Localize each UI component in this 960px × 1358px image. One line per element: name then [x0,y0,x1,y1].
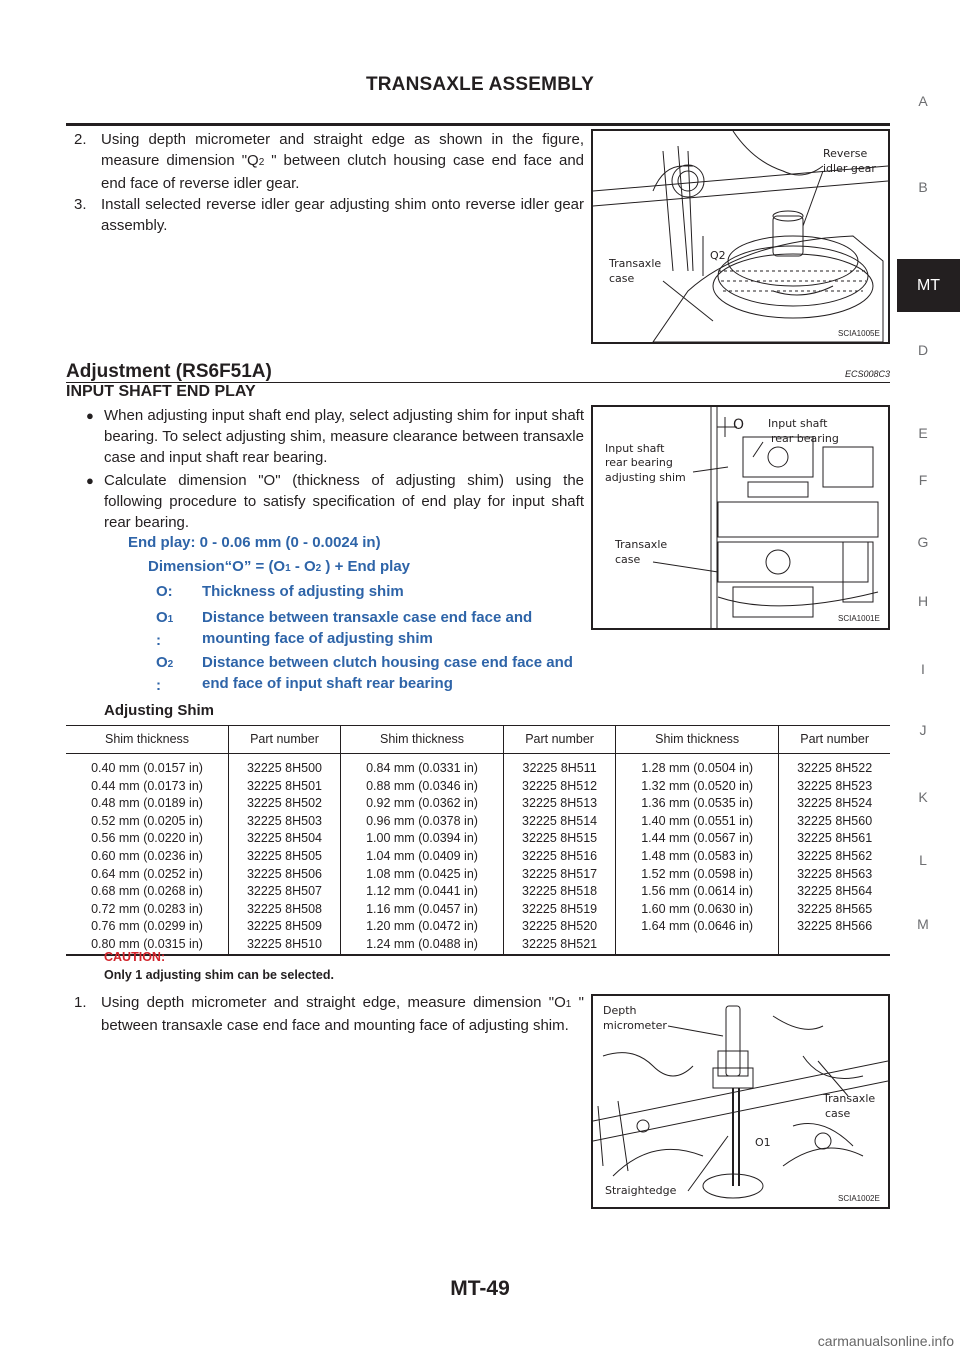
table-cell-value: 1.16 mm (0.0457 in) [366,901,478,916]
table-cell-value: 32225 8H520 [522,919,598,934]
table-cell-value: 1.56 mm (0.0614 in) [641,884,754,899]
table-cell-part [504,754,616,955]
table-cell-value: 0.64 mm (0.0252 in) [91,866,203,881]
spec-end-play: End play: 0 - 0.06 mm (0 - 0.0024 in) [128,534,381,551]
spec-dimension [148,558,410,575]
fig3-label-depth: Depth [603,1004,637,1017]
fig1-code: SCIA1005E [838,329,880,338]
fig3-label-micrometer: micrometer [603,1019,667,1032]
fig2-label-input-shaft-2: Input shaft [605,442,665,455]
fig3-label-case: case [825,1107,851,1120]
fig2-label-adjusting-shim: adjusting shim [605,471,686,484]
table-cell-value: 0.76 mm (0.0299 in) [91,919,203,934]
step-3 [74,194,584,236]
step-text: Install selected reverse idler gear adjusting shim onto reverse idler gear assembly. [101,196,584,234]
table-cell-value: 1.60 mm (0.0630 in) [641,901,754,916]
def-desc: Distance between clutch housing case end face and end face of input shaft rear bearing [202,654,573,692]
table-cell-value: 32225 8H513 [522,796,598,811]
table-cell-value: 1.24 mm (0.0488 in) [366,936,478,951]
table-cell-value: 32225 8H510 [246,936,323,951]
fig2-label-case: case [615,553,641,566]
table-cell-value: 32225 8H507 [246,884,323,899]
table-cell-value: 32225 8H565 [797,901,873,916]
table-cell-value: 1.04 mm (0.0409 in) [366,848,478,863]
table-cell-value: 0.88 mm (0.0346 in) [366,778,478,793]
table-cell-value: 32225 8H563 [797,866,873,881]
step-1 [74,992,584,1036]
step-2 [74,129,584,194]
table-cell-value: 32225 8H561 [797,831,873,846]
table-cell-value: 32225 8H503 [246,813,323,828]
def-desc: Thickness of adjusting shim [202,583,404,600]
side-tab-j[interactable]: J [919,722,927,738]
page-number: MT-49 [450,1277,510,1300]
fig1-label-case: case [609,272,635,285]
table-cell-part [229,754,341,955]
step-number: 3. [74,196,87,213]
bullet-text: When adjusting input shaft end play, select adjusting shim for input shaft bearing. To select adjusting shim, measure clearance between transaxle case and input shaft rear bearing. [104,407,584,466]
table-cell-value: 1.00 mm (0.0394 in) [366,831,478,846]
table-cell-value: 32225 8H564 [797,884,873,899]
table-cell-value: 1.52 mm (0.0598 in) [641,866,754,881]
subscript: 2 [258,157,265,168]
fig2-label-o: O [733,417,745,433]
table-cell-value: 32225 8H508 [246,901,323,916]
table-cell-value: 0.80 mm (0.0315 in) [91,936,203,951]
table-row [66,754,890,955]
side-tab-e[interactable]: E [918,425,928,441]
table-cell-value: 1.12 mm (0.0441 in) [366,884,478,899]
fig3-label-straightedge: Straightedge [605,1184,677,1197]
table-cell-value: 1.20 mm (0.0472 in) [366,919,478,934]
table-cell-value: 1.40 mm (0.0551 in) [641,813,754,828]
bullet-1 [86,405,584,468]
fig1-label-q2: Q2 [710,249,726,262]
side-tab-m[interactable]: M [917,916,929,932]
step-text-cont: " between clutch housing case end face and end face of reverse idler gear. [101,152,584,192]
table-cell-value: 0.60 mm (0.0236 in) [91,848,203,863]
side-tab-i[interactable]: I [921,661,925,677]
table-cell-value: 32225 8H519 [522,901,598,916]
side-tab-g[interactable]: G [917,534,929,550]
table-cell-value: 32225 8H516 [522,848,598,863]
caution-text: Only 1 adjusting shim can be selected. [104,968,334,982]
step-text: Using depth micrometer and straight edge as shown in the figure, measure dimension "Q [101,131,584,169]
table-cell-value: 1.28 mm (0.0504 in) [641,761,754,775]
table-cell-value: 32225 8H514 [522,813,598,828]
section-title: Adjustment (RS6F51A) [66,361,272,382]
side-tab-l[interactable]: L [919,852,927,868]
table-cell-value: 1.36 mm (0.0535 in) [641,796,754,811]
bullet-text: Calculate dimension "O" (thickness of adjusting shim) using the following procedure to satisfy specification of end play for input shaft rear bearing. [104,472,584,531]
figure-input-shaft-bearing [591,405,890,630]
table-cell-value: 32225 8H515 [522,831,598,846]
table-cell-value: 32225 8H522 [797,761,873,775]
page-title: TRANSAXLE ASSEMBLY [365,74,595,95]
table-cell-value: 0.40 mm (0.0157 in) [91,761,203,775]
table-cell-value: 32225 8H524 [797,796,873,811]
fig2-label-input-shaft: Input shaft [768,417,828,430]
col-header: Part number [779,726,890,754]
table-cell-value: 1.08 mm (0.0425 in) [366,866,478,881]
table-cell-value: 32225 8H566 [797,919,873,934]
col-header: Shim thickness [340,726,503,754]
table-cell-value: 32225 8H511 [522,761,597,775]
table-cell-value: 32225 8H502 [246,796,323,811]
table-cell-value: 0.84 mm (0.0331 in) [366,761,478,775]
table-cell-value: 32225 8H505 [246,848,323,863]
def-o2 [156,652,586,694]
spec-dimension-text-2: - O [290,558,316,575]
fig1-label-reverse: Reverse [823,147,868,160]
figure-depth-micrometer [591,994,890,1209]
def-o1 [156,607,586,649]
table-cell-value: 32225 8H501 [246,778,323,793]
spec-dimension-text: Dimension“O” = (O [148,558,286,575]
fig1-label-transaxle: Transaxle [609,257,662,270]
side-tab-mt[interactable]: MT [897,259,960,312]
subscript: 1 [285,563,291,574]
table-cell-value: 32225 8H562 [797,848,873,863]
bullet-dot: ● [86,473,94,488]
watermark-link[interactable]: carmanualsonline.info [817,1333,954,1349]
section-subtitle: INPUT SHAFT END PLAY [66,383,256,400]
table-title: Adjusting Shim [104,702,214,719]
subscript: 2 [315,563,322,574]
side-tab-h[interactable]: H [917,593,929,609]
spec-dimension-text-3: ) + End play [321,558,411,575]
fig2-label-rear-bearing-2: rear bearing [605,456,673,469]
def-term: O: [156,583,173,600]
col-header: Part number [504,726,616,754]
fig3-label-o1: O1 [755,1136,771,1149]
table-cell-thickness [340,754,503,955]
adjusting-shim-table [66,725,890,956]
table-cell-value: 0.48 mm (0.0189 in) [91,796,203,811]
fig1-label-idler-gear: idler gear [823,162,876,175]
side-tab-k[interactable]: K [918,789,928,805]
col-header: Shim thickness [66,726,229,754]
table-cell-value: 1.48 mm (0.0583 in) [641,848,754,863]
table-cell-value: 32225 8H523 [797,778,873,793]
bullet-2 [86,470,584,533]
table-cell-value: 32225 8H521 [522,936,598,951]
col-header: Part number [229,726,341,754]
def-desc: Distance between transaxle case end face and mounting face of adjusting shim [202,609,533,647]
table-cell-value: 0.44 mm (0.0173 in) [91,778,203,793]
section-code: ECS008C3 [844,369,890,379]
table-cell-value: 0.56 mm (0.0220 in) [91,831,203,846]
fig3-label-transaxle: Transaxle [823,1092,876,1105]
table-cell-value: 32225 8H512 [522,778,598,793]
step-number: 1. [74,994,87,1011]
figure-reverse-idler-gear [591,129,890,344]
table-cell-value: 32225 8H517 [522,866,598,881]
table-cell-value: 32225 8H500 [246,761,323,775]
col-header: Shim thickness [616,726,779,754]
table-cell-value: 1.64 mm (0.0646 in) [641,919,754,934]
header-rule [66,123,890,126]
fig2-label-rear-bearing: rear bearing [771,432,839,445]
table-cell-value: 0.92 mm (0.0362 in) [366,796,478,811]
table-cell-value: 0.52 mm (0.0205 in) [91,813,203,828]
def-o [156,583,586,600]
fig3-code: SCIA1002E [838,1194,880,1203]
table-cell-part [779,754,890,955]
step-text-cont: " between transaxle case end face and mounting face of adjusting shim. [101,994,584,1034]
side-tab-d[interactable]: D [917,342,929,358]
step-text: Using depth micrometer and straight edge, measure dimension "O [101,994,566,1011]
side-tab-f[interactable]: F [918,472,928,488]
table-cell-value: 0.72 mm (0.0283 in) [91,901,203,916]
bullet-dot: ● [86,408,94,423]
table-cell-thickness [616,754,779,955]
side-tab-b[interactable]: B [918,179,928,195]
step-number: 2. [74,131,87,148]
table-cell-value: 32225 8H518 [522,884,598,899]
table-cell-value: 0.96 mm (0.0378 in) [366,813,478,828]
table-cell-value: 32225 8H560 [797,813,873,828]
side-tab-a[interactable]: A [918,93,928,109]
def-term: O1 : [156,609,174,649]
table-cell-value: 0.68 mm (0.0268 in) [91,884,203,899]
table-cell-value: 1.32 mm (0.0520 in) [641,778,754,793]
fig2-label-transaxle: Transaxle [615,538,668,551]
table-cell-thickness [66,754,229,955]
fig2-code: SCIA1001E [838,614,880,623]
table-cell-value: 32225 8H506 [246,866,323,881]
table-cell-value: 1.44 mm (0.0567 in) [641,831,754,846]
caution-label: CAUTION: [104,950,166,964]
table-cell-value: 32225 8H509 [246,919,323,934]
def-term: O2 : [156,654,174,694]
subscript: 1 [565,999,572,1010]
table-cell-value: 32225 8H504 [246,831,323,846]
